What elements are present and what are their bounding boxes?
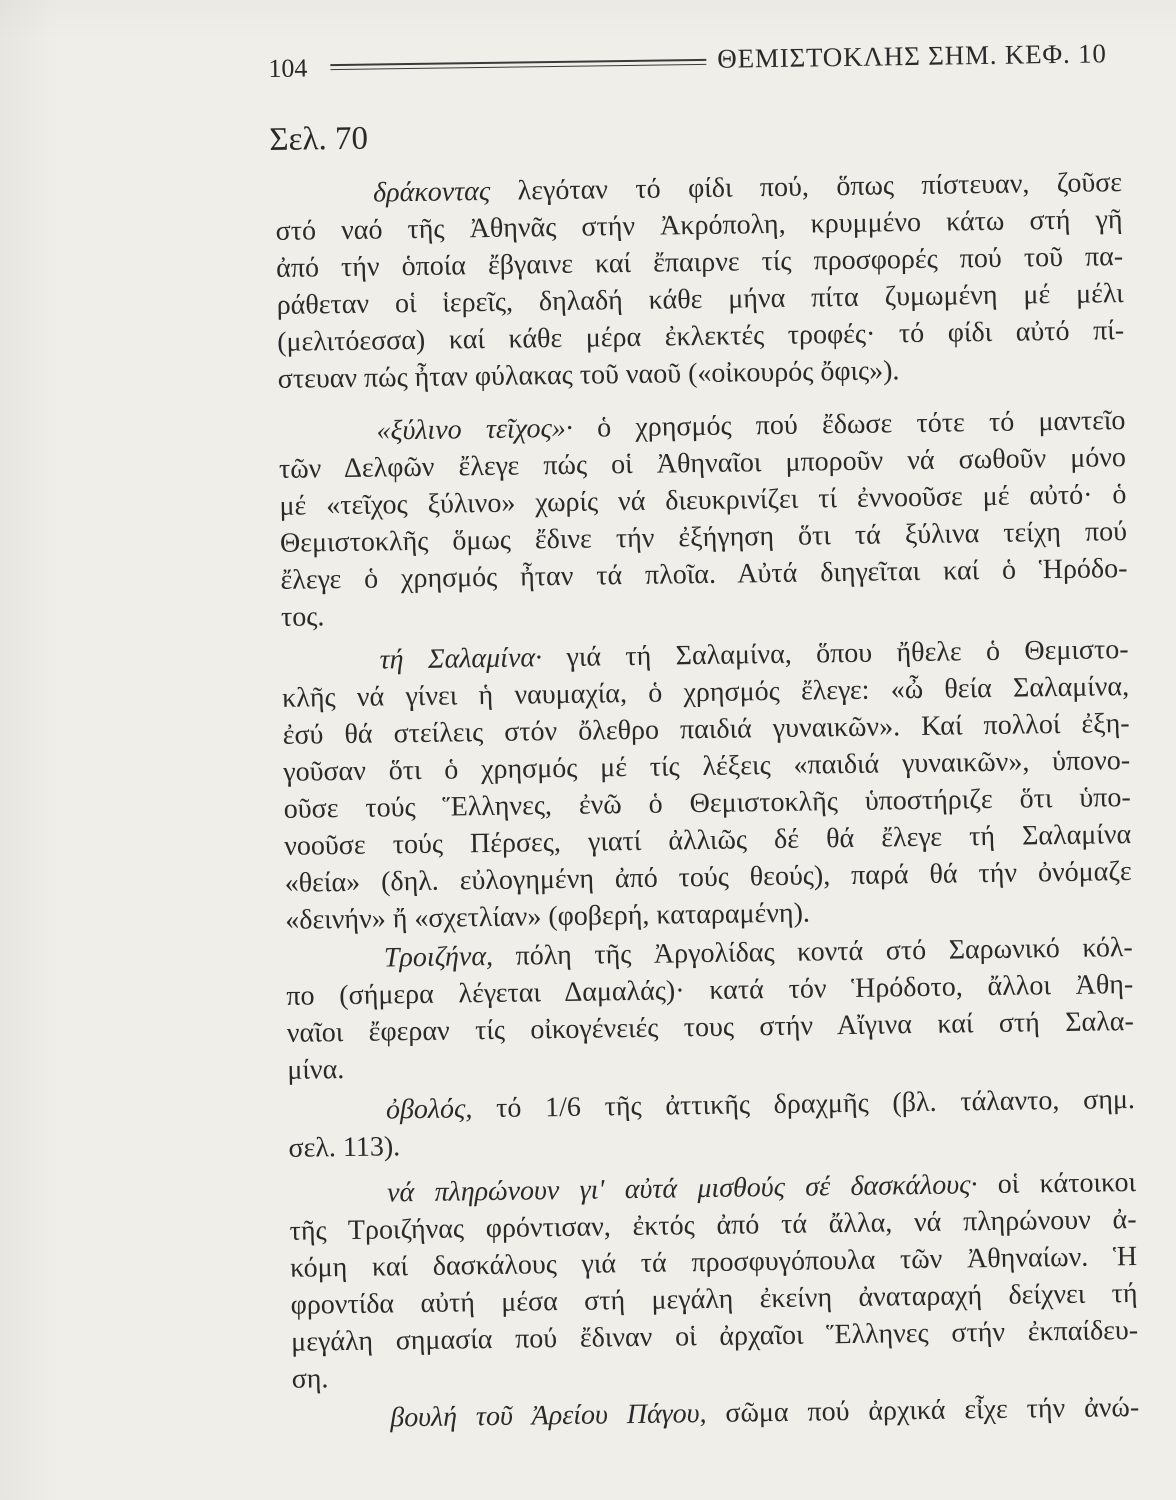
note-obolos xyxy=(288,1081,1136,1167)
note-line: μέ «τεῖχος ξύλινο» χωρίς νά διευκρινίζει τί ἐννοοῦσε μέ αὐτό· ὁ xyxy=(279,478,1127,522)
note-term: βουλή τοῦ Ἀρείου Πάγου, xyxy=(390,1397,707,1433)
note-troizina xyxy=(286,929,1135,1089)
note-term: δράκοντας xyxy=(372,175,491,209)
note-term: τή Σαλαμίνα· xyxy=(379,641,543,675)
note-line: γοῦσαν ὅτι ὁ χρησμός μέ τίς λέξεις «παιδιά γυναικῶν», ὑπονο- xyxy=(283,744,1131,788)
note-misthoi-daskalon xyxy=(289,1163,1139,1397)
note-xylino-teichos xyxy=(278,402,1128,636)
note-line: μίνα. xyxy=(287,1053,345,1086)
note-salamina xyxy=(281,631,1132,939)
note-line-text: ὁ χρησμός πού ἔδωσε τότε τό μαντεῖο xyxy=(596,404,1126,443)
note-line xyxy=(292,1388,1139,1437)
note-line-text: γιά τή Σαλαμίνα, ὅπου ἤθελε ὁ Θεμιστο- xyxy=(566,633,1129,673)
header-rule xyxy=(330,59,706,70)
note-line: ἀπό τήν ὁποία ἔβγαινε καί ἔπαιρνε τίς προσφορές πού τοῦ πα- xyxy=(275,240,1124,284)
note-line: ἐσύ θά στείλεις στόν ὄλεθρο παιδιά γυναικῶν». Καί πολλοί ἐξη- xyxy=(282,707,1130,751)
note-areios-pagos xyxy=(292,1388,1139,1437)
note-line: ράθεταν οἱ ἱερεῖς, δηλαδή κάθε μήνα πίτα ζυμωμένη μέ μέλι xyxy=(276,277,1124,321)
note-line: στευαν πώς ἦταν φύλακας τοῦ ναοῦ («οἰκουρός ὄφις»). xyxy=(277,354,900,395)
note-line: στό ναό τῆς Ἀθηνᾶς στήν Ἀκρόπολη, κρυμμένο κάτω στή γῆ xyxy=(275,203,1123,247)
note-line-text: πόλη τῆς Ἀργολίδας κοντά στό Σαρωνικό κόλ- xyxy=(515,931,1133,972)
note-line: πο (σήμερα λέγεται Δαμαλάς)· κατά τόν Ἡρόδοτο, ἄλλοι Ἀθη- xyxy=(286,968,1134,1012)
note-term: ὀβολός, xyxy=(385,1092,473,1125)
note-line: μεγάλη σημασία πού ἔδιναν οἱ ἀρχαῖοι Ἕλληνες στήν ἐκπαίδευ- xyxy=(290,1314,1139,1358)
note-line: (μελιτόεσσα) καί κάθε μέρα ἐκλεκτές τροφές· τό φίδι αὐτό πί- xyxy=(276,314,1125,358)
note-line: «δεινήν» ἤ «σχετλίαν» (φοβερή, καταραμένη). xyxy=(285,897,811,936)
note-line: τῶν Δελφῶν ἔλεγε πώς οἱ Ἀθηναῖοι μποροῦν νά σωθοῦν μόνο xyxy=(278,441,1127,485)
note-drakontas xyxy=(275,164,1125,398)
note-line: οῦσε τούς Ἕλληνες, ἐνῶ ὁ Θεμιστοκλῆς ὑποστήριζε ὅτι ὑπο- xyxy=(283,781,1131,825)
note-line: «θεία» (δηλ. εὐλογημένη ἀπό τούς θεούς), παρά θά τήν ὀνόμαζε xyxy=(284,855,1132,899)
note-line: σελ. 113). xyxy=(288,1130,401,1164)
note-term: νά πληρώνουν γι' αὐτά μισθούς σέ δασκάλους· xyxy=(386,1168,978,1208)
note-line: ἔλεγε ὁ χρησμός ἦταν τά πλοῖα. Αὐτά διηγεῖται καί ὁ Ἡρόδο- xyxy=(280,552,1128,596)
page-number: 104 xyxy=(268,53,308,83)
note-line: κόμη καί δασκάλους γιά τά προσφυγόπουλα τῶν Ἀθηναίων. Ἡ xyxy=(289,1240,1138,1284)
note-line: τος. xyxy=(280,600,325,633)
note-line-text: τό 1/6 τῆς ἀττικῆς δραχμῆς (βλ. τάλαντο, σημ. xyxy=(495,1083,1136,1124)
note-term: «ξύλινο τεῖχος»· xyxy=(376,412,574,447)
note-line-text: οἱ κάτοικοι xyxy=(997,1166,1137,1200)
note-line: ση. xyxy=(291,1362,329,1395)
running-header xyxy=(268,28,1121,94)
section-heading: Σελ. 70 xyxy=(269,120,369,158)
note-line: Θεμιστοκλῆς ὅμως ἔδινε τήν ἐξήγηση ὅτι τά ξύλινα τείχη πού xyxy=(279,515,1128,559)
note-line: φροντίδα αὐτή μέσα στή μεγάλη ἐκείνη ἀναταραχή δείχνει τή xyxy=(290,1277,1138,1321)
note-line-text: λεγόταν τό φίδι πού, ὅπως πίστευαν, ζοῦσε xyxy=(517,166,1123,207)
note-term: Τροιζήνα, xyxy=(383,940,494,973)
note-line-text: σῶμα πού ἀρχικά εἶχε τήν ἀνώ- xyxy=(725,1391,1140,1429)
glossary-notes xyxy=(275,164,1140,1438)
running-title: ΘΕΜΙΣΤΟΚΛΗΣ ΣΗΜ. ΚΕΦ. 10 xyxy=(717,38,1107,74)
note-line: κλῆς νά γίνει ἡ ναυμαχία, ὁ χρησμός ἔλεγε: «ὦ θεία Σαλαμίνα, xyxy=(281,670,1130,714)
note-line: ναῖοι ἔφεραν τίς οἰκογένειές τους στήν Αἴγινα καί στή Σαλα- xyxy=(286,1005,1134,1049)
page-content xyxy=(268,28,1147,1440)
note-line: τῆς Τροιζήνας φρόντισαν, ἐκτός ἀπό τά ἄλλα, νά πληρώνουν ἀ- xyxy=(289,1203,1137,1247)
note-line: νοοῦσε τούς Πέρσες, γιατί ἀλλιῶς δέ θά ἔλεγε τή Σαλαμίνα xyxy=(284,818,1132,862)
